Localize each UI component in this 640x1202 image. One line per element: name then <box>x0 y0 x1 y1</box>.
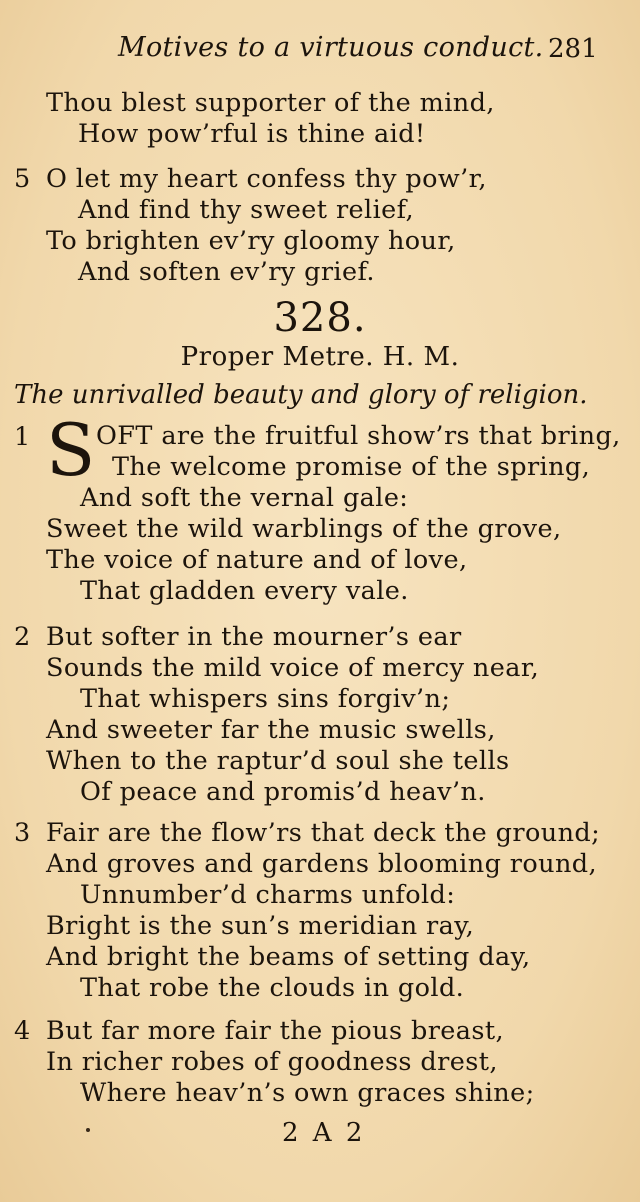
verse-line: And sweeter far the music swells, <box>46 715 496 745</box>
verse-line: Thou blest supporter of the mind, <box>46 88 495 118</box>
stanza-number: 4 <box>14 1016 31 1046</box>
stanza-number: 2 <box>14 622 31 652</box>
verse-line: Fair are the flow’rs that deck the ground; <box>46 818 601 848</box>
verse-line: The welcome promise of the spring, <box>112 452 591 482</box>
verse-line: Where heav’n’s own graces shine; <box>80 1078 535 1108</box>
page-number: 281 <box>548 34 598 64</box>
metre-heading: Proper Metre. H. M. <box>180 342 460 372</box>
verse-line: That gladden every vale. <box>80 576 409 606</box>
stanza-number: 3 <box>14 818 31 848</box>
verse-line: And soften ev’ry grief. <box>78 257 375 287</box>
running-title: Motives to a virtuous conduct. <box>118 32 544 63</box>
hymn-number: 328. <box>273 295 367 341</box>
verse-line: Bright is the sun’s meridian ray, <box>46 911 475 941</box>
verse-line: But softer in the mourner’s ear <box>46 622 462 652</box>
verse-line: That whispers sins forgiv’n; <box>80 684 451 714</box>
stanza-number: 5 <box>14 164 31 194</box>
drop-cap: S <box>46 408 96 492</box>
verse-line: OFT are the fruitful show’rs that bring, <box>96 421 621 451</box>
page-header <box>0 30 640 70</box>
verse-line: And soft the vernal gale: <box>80 483 409 513</box>
verse-line: In richer robes of goodness drest, <box>46 1047 498 1077</box>
verse-line: And find thy sweet relief, <box>78 195 415 225</box>
verse-line: That robe the clouds in gold. <box>80 973 465 1003</box>
printer-mark <box>86 1128 90 1132</box>
verse-line: Of peace and promis’d heav’n. <box>80 777 486 807</box>
verse-line: How pow’rful is thine aid! <box>78 119 426 149</box>
verse-line: Sounds the mild voice of mercy near, <box>46 653 540 683</box>
verse-line: To brighten ev’ry gloomy hour, <box>46 226 456 256</box>
verse-line: Unnumber’d charms unfold: <box>80 880 456 910</box>
verse-line: And bright the beams of setting day, <box>46 942 531 972</box>
signature-mark: 2 A 2 <box>282 1118 366 1148</box>
verse-line: But far more fair the pious breast, <box>46 1016 505 1046</box>
verse-line: And groves and gardens blooming round, <box>46 849 598 879</box>
verse-line: Sweet the wild warblings of the grove, <box>46 514 562 544</box>
hymn-subject: The unrivalled beauty and glory of religion. <box>14 380 588 410</box>
stanza-number: 1 <box>14 422 31 452</box>
verse-line: O let my heart confess thy pow’r, <box>46 164 487 194</box>
verse-line: The voice of nature and of love, <box>46 545 468 575</box>
verse-line: When to the raptur’d soul she tells <box>46 746 510 776</box>
